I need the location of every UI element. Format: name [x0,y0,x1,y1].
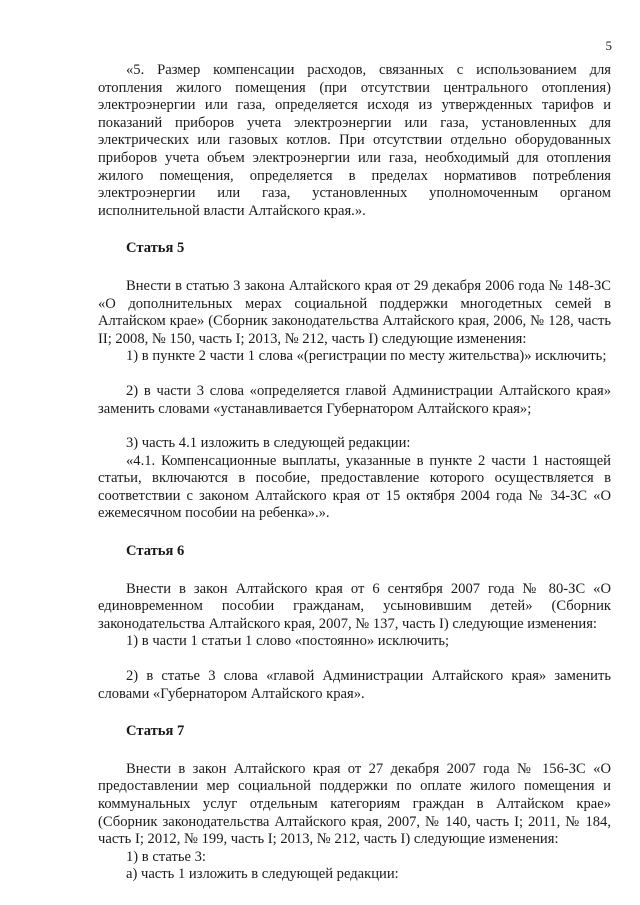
heading-article-7: Статья 7 [126,723,185,740]
heading-article-6: Статья 6 [126,543,185,560]
paragraph-article-5-intro: Внести в статью 3 закона Алтайского края от 29 декабря 2006 года № 148-ЗС «О дополнительных мерах социальной поддержки многодетных семей в Алтайском крае» (Сборник законодательства Алтайского края, 2006, № 128, часть II; 2008, № 150, часть I; 2013, № 212, часть I) следующие изменения: [98,277,611,347]
heading-article-5: Статья 5 [126,240,185,257]
document-body [98,62,611,884]
paragraph-article-5-item-1: 1) в пункте 2 части 1 слова «(регистрации по месту жительства)» исключить; [126,348,607,365]
paragraph-article-6-item-2: 2) в статье 3 слова «главой Администрации Алтайского края» заменить словами «Губернатором Алтайского края». [98,668,611,702]
paragraph-article-7-subitem-a: а) часть 1 изложить в следующей редакции: [126,866,399,883]
paragraph-article-6-item-1: 1) в части 1 статьи 1 слово «постоянно» исключить; [126,633,450,650]
paragraph-article-5-item-2: 2) в части 3 слова «определяется главой Администрации Алтайского края» заменить словами «устанавливается Губернатором Алтайского края»; [98,382,611,417]
page-number: 5 [605,38,612,53]
paragraph-compensation-size: «5. Размер компенсации расходов, связанных с использованием для отопления жилого помещения (при отсутствии центрального отопления) электроэнергии или газа, определяется исходя из утвержденных тарифов и показаний приборов учета электроэнергии или газа, установленных для электрических или газовых котлов. При отсутствии отдельно оборудованных приборов учета объем электроэнергии или газа, необходимый для отопления жилого помещения, определяется в пределах нормативов потребления электроэнергии или газа, установленных уполномоченным органом исполнительной власти Алтайского края.». [98,62,611,219]
paragraph-article-7-item-1: 1) в статье 3: [126,848,206,865]
paragraph-article-5-quote: «4.1. Компенсационные выплаты, указанные в пункте 2 части 1 настоящей статьи, включаются в пособие, предоставление которого осуществляется в соответствии с законом Алтайского края от 15 октября 2004 года № 34-ЗС «О ежемесячном пособии на ребенка».». [98,452,611,522]
paragraph-article-7-intro: Внести в закон Алтайского края от 27 декабря 2007 года № 156-ЗС «О предоставлении мер социальной поддержки по оплате жилого помещения и коммунальных услуг отдельным категориям граждан в Алтайском крае» (Сборник законодательства Алтайского края, 2007, № 140, часть I; 2011, № 184, часть I; 2012, № 199, часть I; 2013, № 212, часть I) следующие изменения: [98,760,611,848]
paragraph-article-5-item-3: 3) часть 4.1 изложить в следующей редакции: [126,435,411,452]
paragraph-article-6-intro: Внести в закон Алтайского края от 6 сентября 2007 года № 80-ЗС «О единовременном пособии гражданам, усыновившим детей» (Сборник законодательства Алтайского края, 2007, № 137, часть I) следующие изменения: [98,580,611,632]
